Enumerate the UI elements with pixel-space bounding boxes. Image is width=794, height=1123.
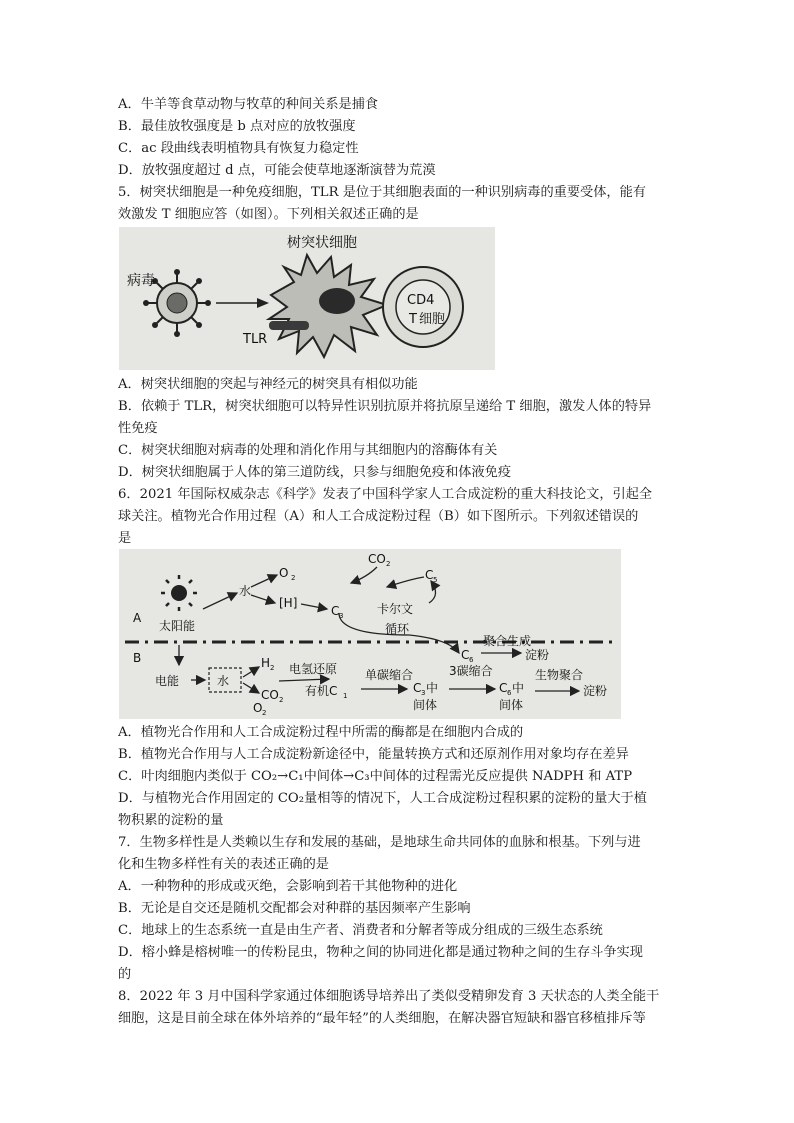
h-label: [H] <box>279 596 298 610</box>
cell-label: 细胞 <box>419 312 446 327</box>
bio-label: 生物聚合 <box>535 668 584 682</box>
svg-text:2: 2 <box>291 574 296 582</box>
water-b-label: 水 <box>217 674 230 688</box>
question-6-stem: 6．2021 年国际权威杂志《科学》发表了中国科学家人工合成淀粉的重大科技论文，引起全 <box>118 487 653 502</box>
starch-synthesis-figure <box>119 549 621 719</box>
co2-b-label: CO <box>261 688 279 702</box>
option-d-q6-cont: 物积累的淀粉的量 <box>118 813 224 828</box>
option-b-q6: B．植物光合作用与人工合成淀粉新途径中，能量转换方式和还原剂作用对象均存在差异 <box>118 747 629 762</box>
sun-label: 太阳能 <box>159 619 196 633</box>
c3-mid-label-2: 间体 <box>413 698 438 712</box>
svg-text:2: 2 <box>386 560 391 568</box>
svg-text:3: 3 <box>421 689 426 697</box>
option-a-q5: A．树突状细胞的突起与神经元的树突具有相似功能 <box>118 377 418 392</box>
section-b-label: B <box>133 651 142 665</box>
c6-mid-label-2: 间体 <box>499 698 524 712</box>
option-a-q4: A．牛羊等食草动物与牧草的种间关系是捕食 <box>118 97 379 112</box>
option-a-q7: A．一种物种的形成或灭绝，会影响到若干其他物种的进化 <box>118 879 458 894</box>
option-d-q7-cont: 的 <box>118 967 132 982</box>
question-6-stem-end: 是 <box>118 531 132 546</box>
three-carbon-label: 3碳缩合 <box>449 664 493 678</box>
dendritic-cell-label: 树突状细胞 <box>287 235 357 251</box>
svg-text:2: 2 <box>279 696 284 704</box>
option-c-q5: C．树突状细胞对病毒的处理和消化作用与其细胞内的溶酶体有关 <box>118 443 498 458</box>
starch-a-label: 淀粉 <box>525 648 550 662</box>
poly-label: 聚合生成 <box>483 634 532 648</box>
c3-label: C <box>331 604 340 618</box>
section-a-label: A <box>133 611 142 625</box>
single-label: 单碳缩合 <box>365 668 414 682</box>
c5-label: C <box>425 568 434 582</box>
dendritic-cell-figure <box>119 227 495 370</box>
svg-text:2: 2 <box>262 709 267 717</box>
svg-text:中: 中 <box>426 681 439 695</box>
electric-label: 电能 <box>155 674 180 688</box>
h2-label: H <box>261 656 271 670</box>
option-b-q7: B．无论是自交还是随机交配都会对种群的基因频率产生影响 <box>118 901 471 916</box>
svg-text:中: 中 <box>512 681 525 695</box>
option-d-q4: D．放牧强度超过 d 点，可能会使草地逐渐演替为荒漠 <box>118 163 436 178</box>
svg-text:6: 6 <box>507 689 512 697</box>
o2-b-label: O <box>253 701 263 715</box>
arrow-head <box>257 298 269 308</box>
option-b-q5-cont: 性免疫 <box>118 421 158 436</box>
starch-b-label: 淀粉 <box>583 684 608 698</box>
t-label: T <box>409 312 417 327</box>
svg-text:2: 2 <box>270 664 275 672</box>
svg-text:5: 5 <box>433 576 438 584</box>
option-d-q6: D．与植物光合作用固定的 CO₂量相等的情况下，人工合成淀粉过程积累的淀粉的量大于植 <box>118 791 647 806</box>
question-8-stem: 8．2022 年 3 月中国科学家通过体细胞诱导培养出了类似受精卵发育 3 天状态的人类全能干 <box>118 989 660 1004</box>
option-b-q4: B．最佳放牧强度是 b 点对应的放牧强度 <box>118 119 356 134</box>
calvin-label: 卡尔文 <box>377 602 414 616</box>
sun-icon <box>161 575 197 611</box>
question-5-stem-cont: 效激发 T 细胞应答（如图）。下列相关叙述正确的是 <box>118 207 419 222</box>
cd4-label: CD4 <box>407 293 435 308</box>
question-7-stem: 7．生物多样性是人类赖以生存和发展的基础，是地球生命共同体的血脉和根基。下列与进 <box>118 835 641 850</box>
question-7-stem-cont: 化和生物多样性有关的表述正确的是 <box>118 857 329 872</box>
water-label: 水 <box>239 584 252 598</box>
question-6-stem-cont: 球关注。植物光合作用过程（A）和人工合成淀粉过程（B）如下图所示。下列叙述错误的 <box>118 509 639 524</box>
tlr-receptor <box>269 321 309 330</box>
question-8-stem-cont: 细胞，这是目前全球在体外培养的“最年轻”的人类细胞，在解决器官短缺和器官移植排斥等 <box>118 1011 646 1026</box>
c6-mid-label: C <box>499 681 508 695</box>
co2-label: CO <box>368 552 386 566</box>
option-a-q6: A．植物光合作用和人工合成淀粉过程中所需的酶都是在细胞内合成的 <box>118 725 524 740</box>
option-d-q7: D．榕小蜂是榕树唯一的传粉昆虫，物种之间的协同进化都是通过物种之间的生存斗争实现 <box>118 945 643 960</box>
svg-text:6: 6 <box>469 656 474 664</box>
option-c-q4: C．ac 段曲线表明植物具有恢复力稳定性 <box>118 141 359 156</box>
option-c-q6: C．叶肉细胞内类似于 CO₂→C₁中间体→C₃中间体的过程需光反应提供 NADPH 和 ATP <box>118 769 633 784</box>
question-5-stem: 5．树突状细胞是一种免疫细胞，TLR 是位于其细胞表面的一种识别病毒的重要受体，能有 <box>118 185 646 200</box>
nucleus <box>319 288 355 314</box>
organic-label: 有机C <box>305 684 338 698</box>
svg-text:3: 3 <box>339 612 344 620</box>
electro-label: 电氢还原 <box>289 662 338 676</box>
cycle-label: 循环 <box>385 622 410 636</box>
option-c-q7: C．地球上的生态系统一直是由生产者、消费者和分解者等成分组成的三级生态系统 <box>118 923 603 938</box>
o2-label: O <box>279 566 289 580</box>
option-b-q5: B．依赖于 TLR，树突状细胞可以特异性识别抗原并将抗原呈递给 T 细胞，激发人体的特异 <box>118 399 652 414</box>
c6-label: C <box>461 648 470 662</box>
c3-mid-label: C <box>413 681 422 695</box>
option-d-q5: D．树突状细胞属于人体的第三道防线，只参与细胞免疫和体液免疫 <box>118 465 512 480</box>
tlr-label: TLR <box>243 332 268 347</box>
virus-label: 病毒 <box>127 273 155 289</box>
svg-text:1: 1 <box>343 692 348 700</box>
